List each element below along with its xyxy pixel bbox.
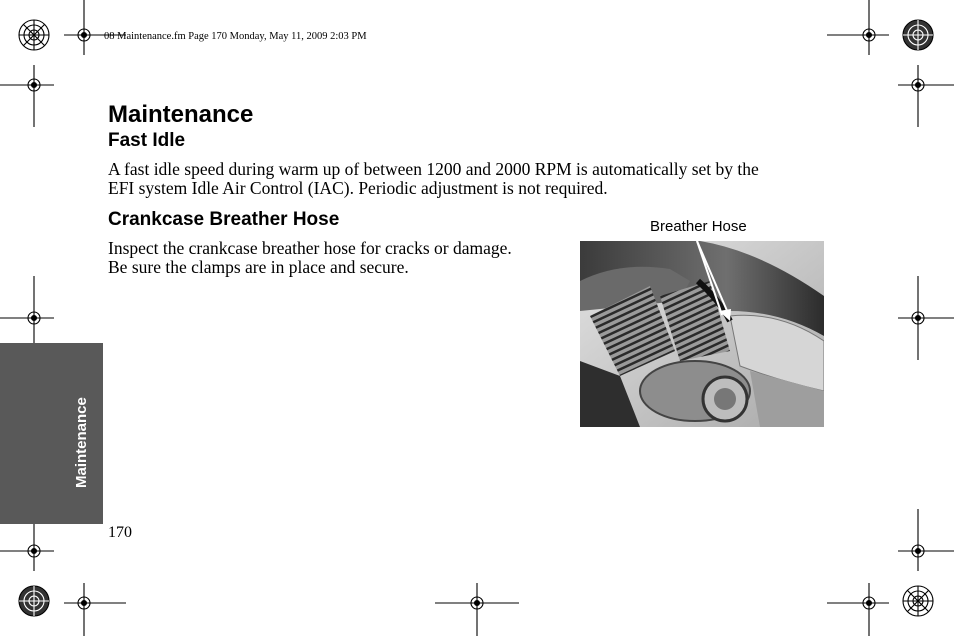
starburst-mark-top-left (19, 20, 49, 50)
breather-hose-paragraph (108, 239, 568, 277)
crosshair-mark (898, 276, 954, 360)
crosshair-mark (827, 0, 889, 55)
page-number: 170 (108, 524, 132, 541)
motorcycle-engine-photo (580, 241, 824, 427)
section-heading-breather-hose: Crankcase Breather Hose (108, 209, 340, 230)
crosshair-mark (898, 509, 954, 571)
section-heading-fast-idle: Fast Idle (108, 130, 186, 151)
engine-illustration (580, 241, 824, 427)
crosshair-mark (898, 65, 954, 127)
starburst-mark-top-right (903, 20, 933, 50)
paragraph-line: Be sure the clamps are in place and secure. (108, 257, 409, 277)
crosshair-mark (435, 583, 519, 636)
crosshair-mark (64, 583, 126, 636)
crosshair-mark (0, 65, 54, 127)
print-header-info: 08 Maintenance.fm Page 170 Monday, May 11, 2009 2:03 PM (104, 31, 367, 42)
crosshair-mark (64, 0, 126, 55)
starburst-mark-bottom-right (903, 586, 933, 616)
side-tab-label: Maintenance (73, 397, 90, 488)
fast-idle-paragraph (108, 160, 848, 198)
starburst-mark-bottom-left (19, 586, 49, 616)
paragraph-line: A fast idle speed during warm up of between 1200 and 2000 RPM is automatically set by the (108, 159, 759, 179)
crosshair-mark (827, 583, 889, 636)
figure-caption: Breather Hose (650, 218, 747, 235)
paragraph-line: Inspect the crankcase breather hose for cracks or damage. (108, 238, 512, 258)
paragraph-line: EFI system Idle Air Control (IAC). Periodic adjustment is not required. (108, 178, 608, 198)
page-title: Maintenance (108, 101, 254, 128)
